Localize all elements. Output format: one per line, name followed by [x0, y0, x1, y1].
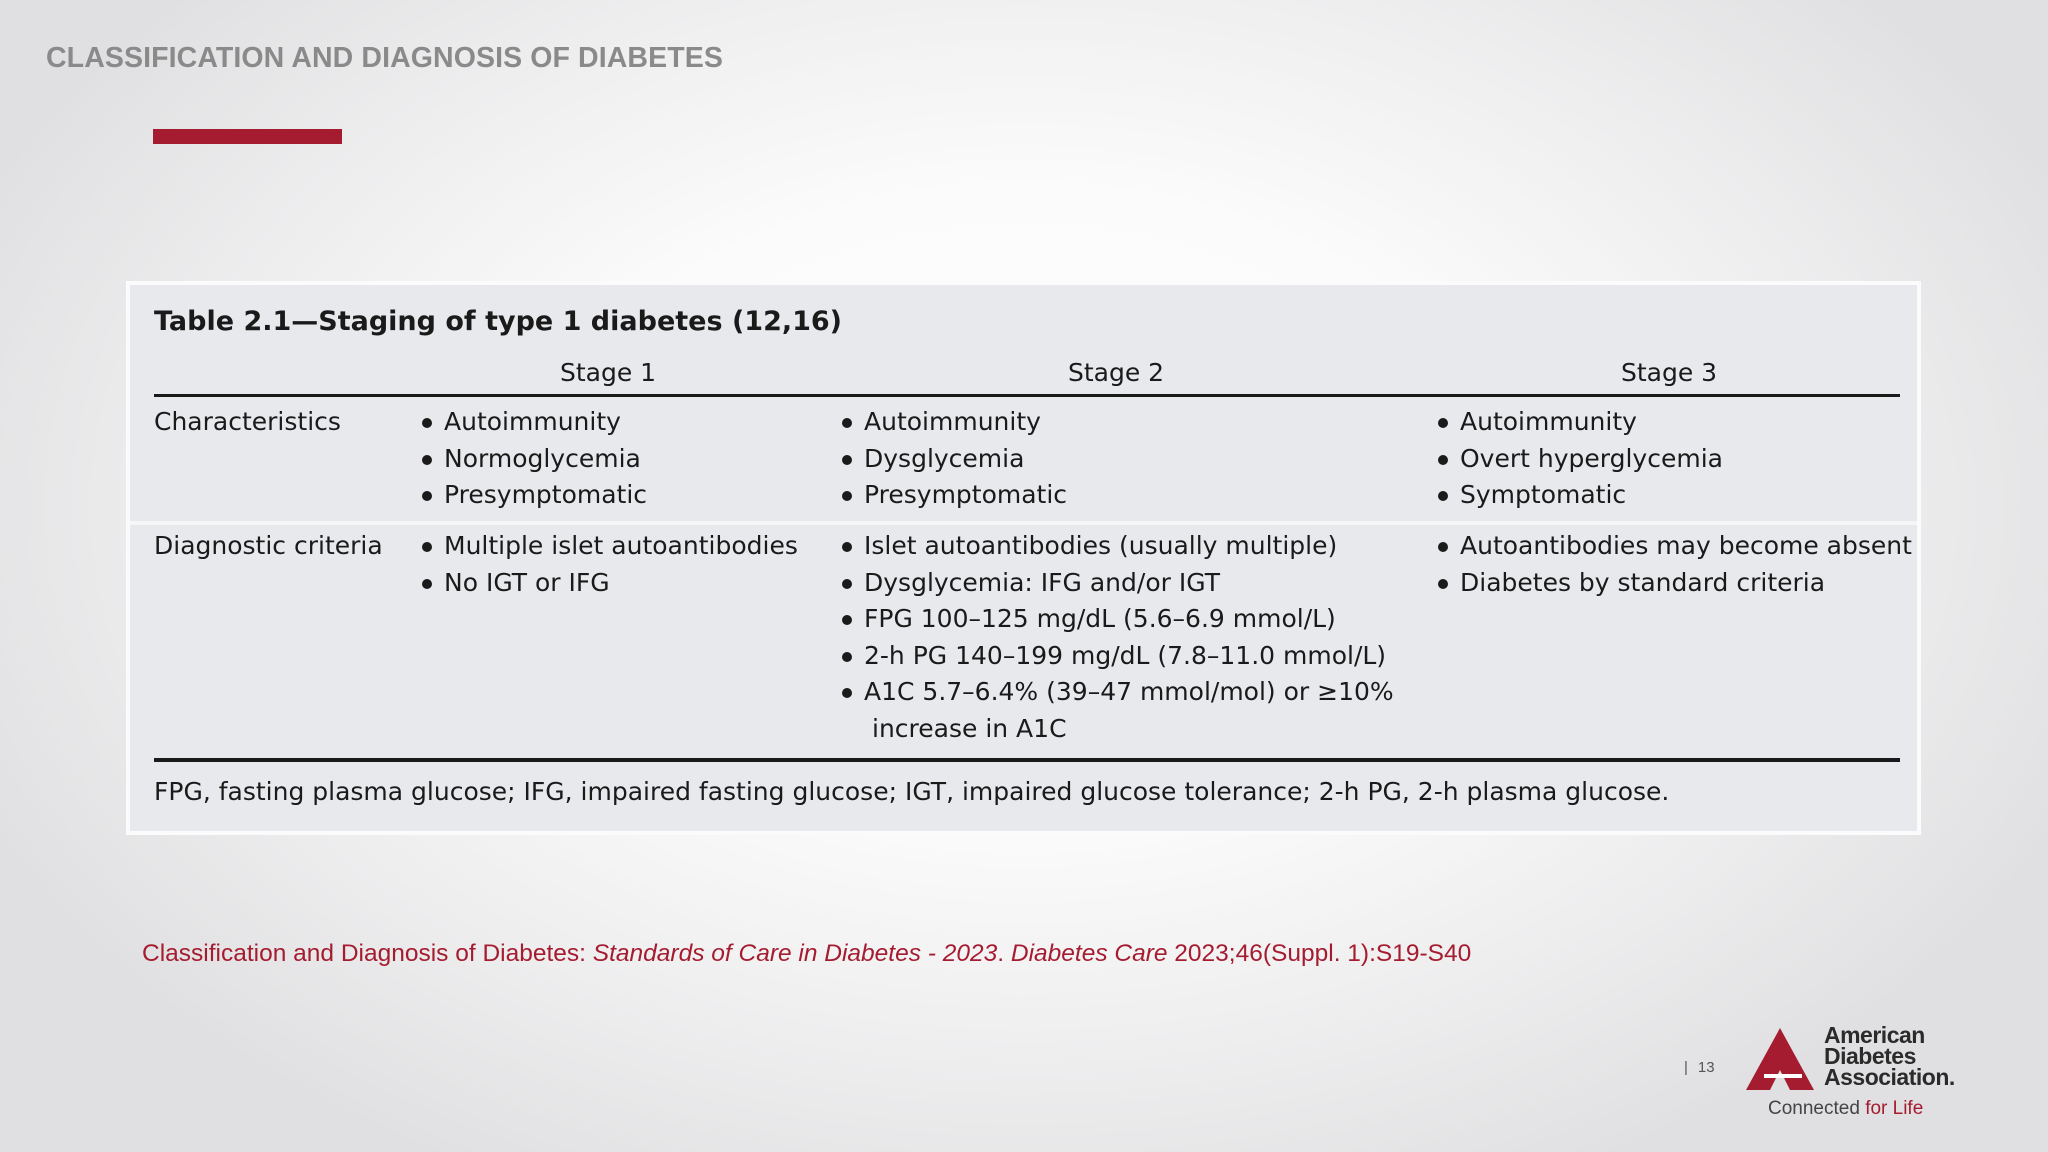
- citation: [142, 940, 1471, 968]
- column-header-stage-3: Stage 3: [1620, 358, 1718, 387]
- list-item: Multiple islet autoantibodies: [420, 528, 798, 565]
- list-item: Autoimmunity: [420, 404, 647, 441]
- characteristics-stage-2: [840, 404, 1067, 514]
- list-item-continuation: increase in A1C: [872, 713, 1067, 743]
- tagline-prefix: Connected: [1768, 1098, 1866, 1119]
- list-item: No IGT or IFG: [420, 565, 798, 602]
- diagnostic-criteria-stage-1: [420, 528, 798, 601]
- ada-triangle-icon: [1744, 1026, 1816, 1092]
- page-number: | 13: [1684, 1059, 1715, 1076]
- list-item: Diabetes by standard criteria: [1436, 565, 1912, 602]
- page-number-value: 13: [1697, 1059, 1715, 1076]
- list-item: Normoglycemia: [420, 441, 647, 478]
- citation-journal: Diabetes Care: [1010, 940, 1168, 967]
- bottom-rule: [154, 758, 1900, 762]
- citation-separator: .: [997, 940, 1011, 967]
- slide-title: CLASSIFICATION AND DIAGNOSIS OF DIABETES: [46, 42, 723, 74]
- row-label-characteristics: Characteristics: [154, 407, 341, 436]
- logo-wordmark: [1824, 1022, 1955, 1090]
- title-accent-bar: [153, 129, 342, 144]
- list-item: [840, 674, 1394, 747]
- list-item: Dysglycemia: IFG and/or IGT: [840, 565, 1394, 602]
- citation-suffix: 2023;46(Suppl. 1):S19-S40: [1167, 940, 1472, 967]
- list-item: Presymptomatic: [420, 477, 647, 514]
- list-item: Dysglycemia: [840, 441, 1067, 478]
- list-item: Presymptomatic: [840, 477, 1067, 514]
- logo-line-1: American: [1824, 1022, 1925, 1048]
- row-separator: [130, 521, 1917, 525]
- column-header-stage-2: Stage 2: [1067, 358, 1165, 387]
- list-item: Autoantibodies may become absent: [1436, 528, 1912, 565]
- logo-line-3: Association.: [1824, 1064, 1955, 1090]
- logo-line-2: Diabetes: [1824, 1043, 1916, 1069]
- header-rule: [154, 394, 1900, 397]
- citation-title: Standards of Care in Diabetes - 2023: [592, 940, 998, 967]
- list-item: Overt hyperglycemia: [1436, 441, 1723, 478]
- logo-tagline: [1768, 1098, 1923, 1120]
- diagnostic-criteria-stage-3: [1436, 528, 1912, 601]
- list-item: Symptomatic: [1436, 477, 1723, 514]
- list-item: 2-h PG 140–199 mg/dL (7.8–11.0 mmol/L): [840, 638, 1394, 675]
- row-label-diagnostic-criteria: Diagnostic criteria: [154, 531, 383, 560]
- list-item: Autoimmunity: [840, 404, 1067, 441]
- list-item: Autoimmunity: [1436, 404, 1723, 441]
- characteristics-stage-1: [420, 404, 647, 514]
- column-header-stage-1: Stage 1: [559, 358, 657, 387]
- table-title: Table 2.1—Staging of type 1 diabetes (12,16): [154, 306, 843, 337]
- list-item: Islet autoantibodies (usually multiple): [840, 528, 1394, 565]
- list-item-text: A1C 5.7–6.4% (39–47 mmol/mol) or ≥10%: [864, 677, 1394, 707]
- tagline-accent: for Life: [1865, 1098, 1924, 1119]
- list-item: FPG 100–125 mg/dL (5.6–6.9 mmol/L): [840, 601, 1394, 638]
- diagnostic-criteria-stage-2: [840, 528, 1394, 748]
- table-footnote: FPG, fasting plasma glucose; IFG, impaired fasting glucose; IGT, impaired glucose tolerance; 2-h PG, 2-h plasma glucose.: [154, 777, 1670, 806]
- citation-prefix: Classification and Diagnosis of Diabetes:: [142, 940, 593, 967]
- ada-logo: [1738, 1024, 1968, 1124]
- staging-table: [126, 281, 1921, 835]
- characteristics-stage-3: [1436, 404, 1723, 514]
